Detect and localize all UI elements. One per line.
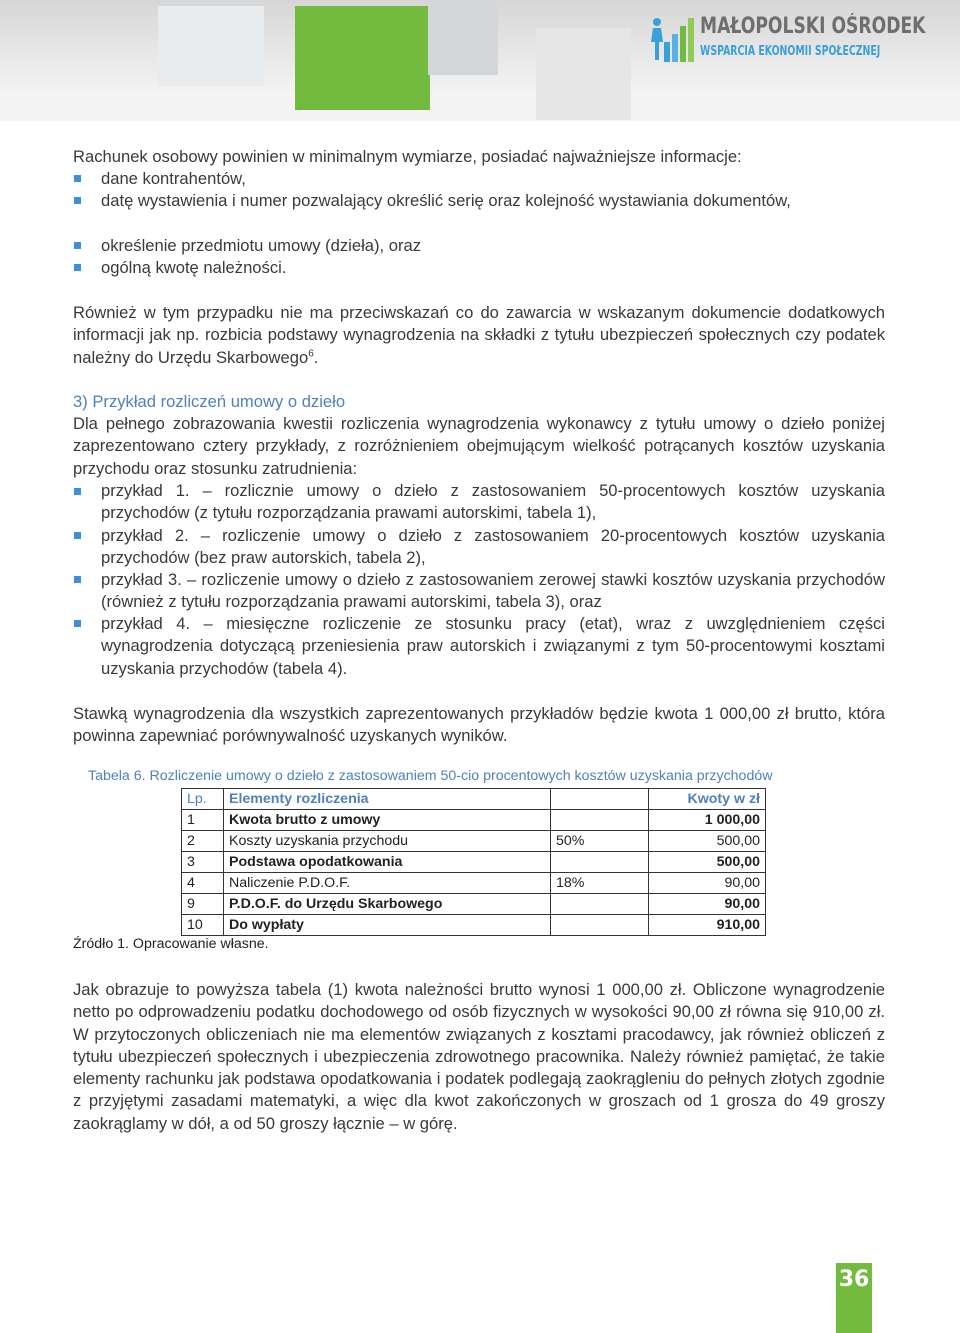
cell-amount: 910,00 <box>649 915 766 936</box>
cell-amount: 1 000,00 <box>649 810 766 831</box>
footnote-marker: 6 <box>308 348 314 360</box>
table-caption: Tabela 6. Rozliczenie umowy o dzieło z zastosowaniem 50-cio procentowych kosztów uzyskania przychodów <box>88 768 773 784</box>
bullet-icon <box>74 620 81 627</box>
rate-paragraph: Stawką wynagrodzenia dla wszystkich zaprezentowanych przykładów będzie kwota 1 000,00 zł brutto, która powinna zapewniać porównywalność uzyskanych wyników. <box>73 704 885 746</box>
table-header-row <box>182 789 766 810</box>
section-text: Dla pełnego zobrazowania kwestii rozliczenia wynagrodzenia wykonawcy z tytułu umowy o dzieło poniżej zaprezentowano cztery przykłady, z rozróżnieniem obejmującym wielkość potrącanych kosztów uzyskania przychodu oraz stosunku zatrudnienia: <box>73 414 885 478</box>
list-item: przykład 4. – miesięczne rozliczenie ze stosunku pracy (etat), wraz z uwzględnieniem części wynagrodzenia dotyczącą przeniesienia praw autorskich i związanymi z tym 50-procentowymi kosztami uzyskania przychodów (tabela 4). <box>101 614 885 678</box>
cell-amount: 500,00 <box>649 852 766 873</box>
list-item: przykład 3. – rozliczenie umowy o dzieło z zastosowaniem zerowej stawki kosztów uzyskania przychodów (również z tytułu rozporządzania prawami autorskimi, tabela 3), oraz <box>101 570 885 612</box>
cell-item: Kwota brutto z umowy <box>224 810 551 831</box>
section-heading: 3) Przykład rozliczeń umowy o dzieło <box>73 392 346 411</box>
cell-lp: 1 <box>182 810 224 831</box>
settlement-table <box>181 788 766 936</box>
cell-rate: 18% <box>551 873 649 894</box>
cell-rate <box>551 894 649 915</box>
cell-rate <box>551 852 649 873</box>
cell-item: P.D.O.F. do Urzędu Skarbowego <box>224 894 551 915</box>
cell-amount: 90,00 <box>649 894 766 915</box>
cell-item: Do wypłaty <box>224 915 551 936</box>
list-item: przykład 2. – rozliczenie umowy o dzieło z zastosowaniem 20-procentowych kosztów uzyskania przychodów (bez praw autorskich, tabela 2), <box>101 526 885 568</box>
header-decor <box>295 6 430 110</box>
header-decor <box>158 6 264 86</box>
bullet-icon <box>74 242 81 249</box>
cell-rate <box>551 915 649 936</box>
table-row <box>182 810 766 831</box>
table-row <box>182 894 766 915</box>
logo-icon <box>650 12 698 64</box>
header-decor <box>536 28 631 120</box>
logo-subtitle: WSPARCIA EKONOMII SPOŁECZNEJ <box>700 44 881 59</box>
header-lp: Lp. <box>182 789 224 810</box>
cell-item: Podstawa opodatkowania <box>224 852 551 873</box>
header-amount: Kwoty w zł <box>649 789 766 810</box>
bullet-icon <box>74 488 81 495</box>
cell-amount: 90,00 <box>649 873 766 894</box>
closing-paragraph: Jak obrazuje to powyższa tabela (1) kwota należności brutto wynosi 1 000,00 zł. Obliczone wynagrodzenie netto po odprowadzeniu podatku dochodowego od osób fizycznych w wysokości 90,00 zł równa się 910,00 zł. W przytoczonych obliczeniach nie ma elementów związanych z kosztami pracodawcy, jak również obliczeń z tytułu ubezpieczeń społecznych i ubezpieczenia zdrowotnego pracownika. Należy również pamiętać, że takie elementy rachunku jak podstawa opodatkowania i podatek podlegają zaokrągleniu do pełnych złotych zgodnie z przyjętymi zasadami matematyki, a więc dla kwot zakończonych w groszach od 1 grosza do 49 groszy zaokrąglamy w dół, a od 50 groszy łącznie – w górę. <box>73 980 885 1133</box>
paragraph-also <box>73 302 885 369</box>
list-item: datę wystawienia i numer pozwalający określić serię oraz kolejność wystawiania dokumentów, <box>101 191 791 210</box>
cell-amount: 500,00 <box>649 831 766 852</box>
bullet-icon <box>74 576 81 583</box>
table-row <box>182 873 766 894</box>
cell-item: Koszty uzyskania przychodu <box>224 831 551 852</box>
page-number-box <box>836 1263 872 1333</box>
list-item: określenie przedmiotu umowy (dzieła), oraz <box>101 236 422 255</box>
page-header <box>0 0 960 121</box>
table-row <box>182 852 766 873</box>
paragraph-text: Również w tym przypadku nie ma przeciwskazań co do zawarcia w wskazanym dokumencie dodatkowych informacji jak np. rozbicia podstawy wynagrodzenia na składki z tytułu ubezpieczeń społecznych czy podatek należny do Urzędu Skarbowego <box>73 303 885 367</box>
cell-lp: 9 <box>182 894 224 915</box>
cell-lp: 3 <box>182 852 224 873</box>
bullet-icon <box>74 197 81 204</box>
logo-title: MAŁOPOLSKI OŚRODEK <box>700 14 926 39</box>
logo <box>650 8 926 68</box>
list-item: dane kontrahentów, <box>101 169 246 188</box>
cell-lp: 2 <box>182 831 224 852</box>
table-row <box>182 831 766 852</box>
list-item: przykład 1. – rozlicznie umowy o dzieło z zastosowaniem 50-procentowych kosztów uzyskania przychodów (z tytułu rozporządzania prawami autorskimi, tabela 1), <box>101 481 885 523</box>
cell-item: Naliczenie P.D.O.F. <box>224 873 551 894</box>
header-item: Elementy rozliczenia <box>224 789 551 810</box>
header-rate <box>551 789 649 810</box>
table-row <box>182 915 766 936</box>
table-source: Źródło 1. Opracowanie własne. <box>73 936 269 952</box>
cell-lp: 10 <box>182 915 224 936</box>
intro-lead: Rachunek osobowy powinien w minimalnym wymiarze, posiadać najważniejsze informacje: <box>73 147 742 166</box>
header-decor <box>428 5 498 75</box>
bullet-icon <box>74 175 81 182</box>
bullet-icon <box>74 532 81 539</box>
header-decor <box>0 100 960 121</box>
cell-lp: 4 <box>182 873 224 894</box>
paragraph-end: . <box>313 347 319 367</box>
cell-rate: 50% <box>551 831 649 852</box>
bullet-icon <box>74 264 81 271</box>
cell-rate <box>551 810 649 831</box>
page-number: 36 <box>838 1267 870 1292</box>
list-item: ogólną kwotę należności. <box>101 258 287 277</box>
